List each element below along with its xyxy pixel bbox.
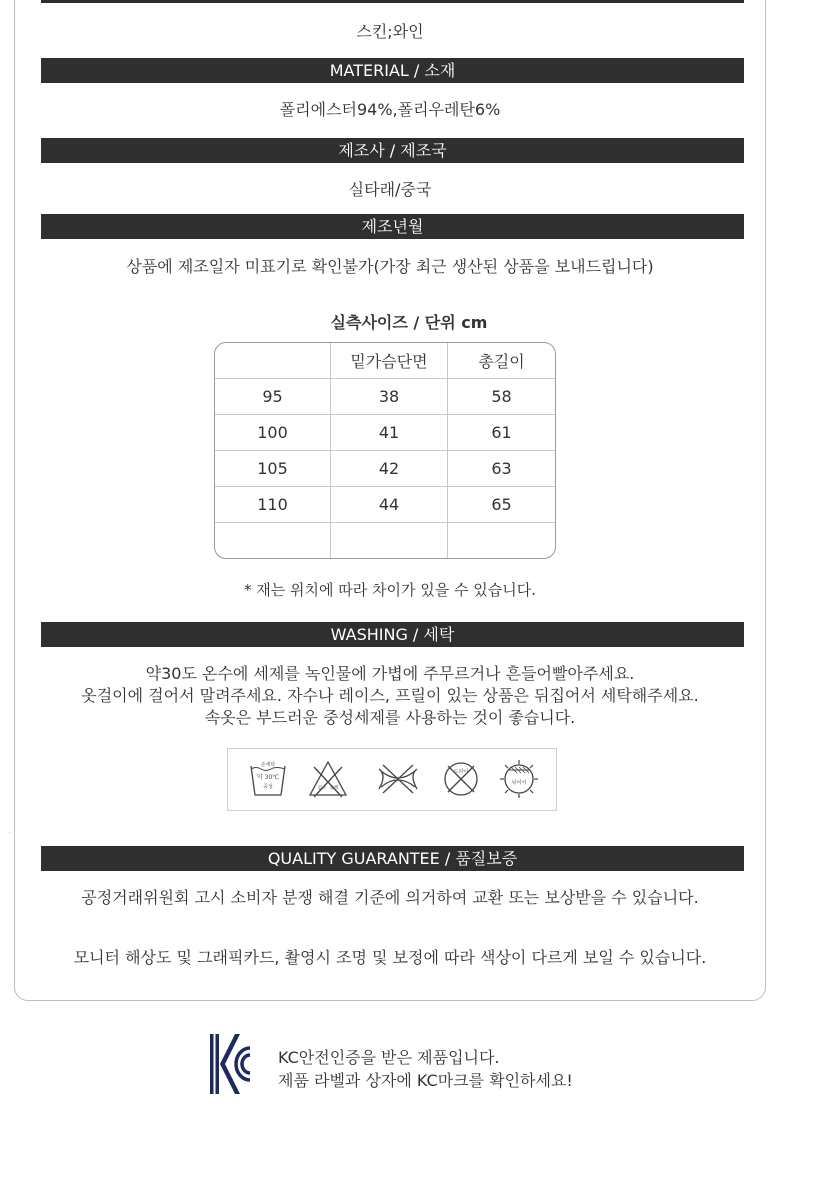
size-cell: 38	[331, 379, 448, 415]
size-cell: 105	[215, 451, 331, 487]
dry-clean-label: 드라이	[453, 769, 469, 775]
size-title: 실측사이즈 / 단위 cm	[330, 313, 488, 332]
washing-header: WASHING / 세탁	[41, 622, 744, 647]
size-header-row	[215, 343, 555, 379]
no-bleach-label: 표백	[329, 786, 339, 791]
washing-line: 약30도 온수에 세제를 녹인물에 가볍에 주무르거나 흔들어빨아주세요.	[145, 664, 635, 683]
size-cell	[215, 523, 331, 558]
size-cell	[331, 523, 448, 558]
size-cell: 42	[331, 451, 448, 487]
kc-logo-icon	[9, 833, 251, 1095]
hand-wash-temp: 약 30℃	[256, 774, 280, 781]
size-header-cell: 밑가슴단면	[331, 343, 448, 379]
size-cell: 95	[215, 379, 331, 415]
size-header-cell: 총길이	[448, 343, 555, 379]
kc-line-1: KC안전인증을 받은 제품입니다.	[278, 1048, 500, 1067]
quality-header: QUALITY GUARANTEE / 품질보증	[41, 846, 744, 871]
size-cell: 41	[331, 415, 448, 451]
hand-wash-detergent: 중성	[263, 784, 273, 790]
hand-wash-label: 손세탁	[260, 762, 276, 768]
shade-dry-icon	[499, 759, 539, 799]
hand-wash-icon	[248, 759, 288, 799]
table-row	[215, 379, 555, 415]
kc-logo-text: KC	[9, 833, 11, 834]
size-cell: 100	[215, 415, 331, 451]
no-dry-clean-icon	[441, 759, 481, 799]
care-icons-box	[227, 748, 557, 811]
size-cell: 110	[215, 487, 331, 523]
table-row	[215, 523, 555, 558]
size-cell: 61	[448, 415, 555, 451]
kc-line-2: 제품 라벨과 상자에 KC마크를 확인하세요!	[278, 1071, 573, 1090]
washing-line: 옷걸이에 걸어서 말려주세요. 자수나 레이스, 프릴이 있는 상품은 뒤집어서 세탁해주세요.	[81, 686, 699, 705]
date-text: 상품에 제조일자 미표기로 확인불가(가장 최근 생산된 상품을 보내드립니다)	[126, 257, 654, 276]
top-divider	[41, 0, 744, 3]
size-note: * 재는 위치에 따라 차이가 있을 수 있습니다.	[244, 581, 536, 599]
table-row	[215, 415, 555, 451]
size-cell: 58	[448, 379, 555, 415]
maker-text: 실타래/중국	[348, 180, 432, 199]
table-row	[215, 487, 555, 523]
material-text: 폴리에스터94%,폴리우레탄6%	[279, 100, 501, 119]
size-header-cell	[215, 343, 331, 379]
size-cell: 44	[331, 487, 448, 523]
size-cell: 65	[448, 487, 555, 523]
quality-line-1: 공정거래위원회 고시 소비자 분쟁 해결 기준에 의거하여 교환 또는 보상받을 수 있습니다.	[81, 888, 699, 907]
size-cell: 63	[448, 451, 555, 487]
material-header: MATERIAL / 소재	[41, 58, 744, 83]
maker-header: 제조사 / 제조국	[41, 138, 744, 163]
quality-line-2: 모니터 해상도 및 그래픽카드, 촬영시 조명 및 보정에 따라 색상이 다르게 보일 수 있습니다.	[73, 948, 707, 967]
size-cell	[448, 523, 555, 558]
no-bleach-icon	[308, 759, 348, 799]
color-text: 스킨;와인	[356, 22, 424, 41]
date-header: 제조년월	[41, 214, 744, 239]
washing-line: 속옷은 부드러운 중성세제를 사용하는 것이 좋습니다.	[204, 708, 576, 727]
table-row	[215, 451, 555, 487]
no-bleach-label: 염소	[317, 786, 327, 791]
shade-dry-label: 뉘어서	[511, 780, 527, 786]
size-table	[214, 342, 556, 559]
no-wring-icon	[375, 759, 421, 799]
